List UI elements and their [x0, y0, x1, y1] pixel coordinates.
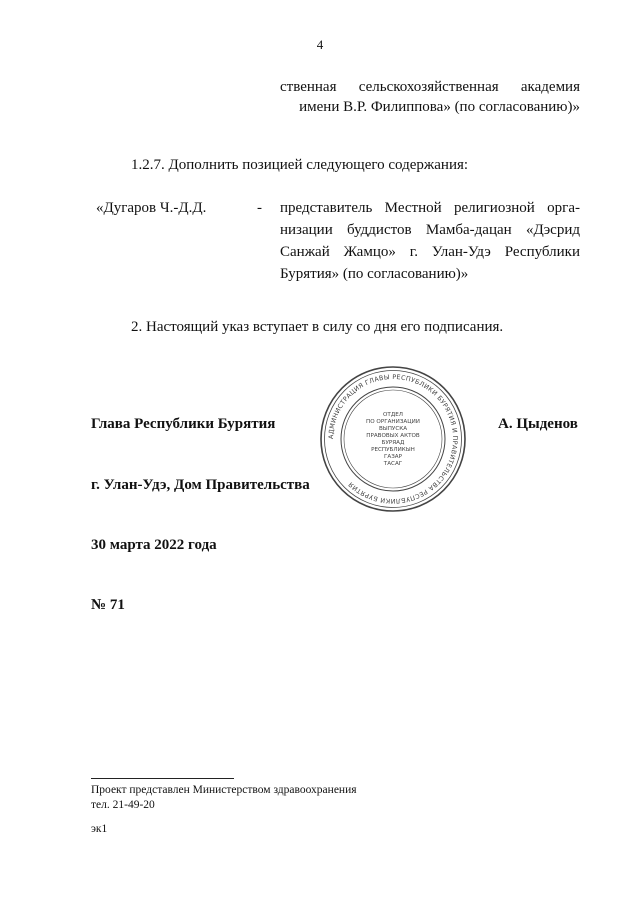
clause-1-2-7: 1.2.7. Дополнить позицией следующего содержания: [131, 157, 469, 173]
footnote-code: эк1 [91, 823, 108, 835]
seal-outer-text: АДМИНИСТРАЦИЯ ГЛАВЫ РЕСПУБЛИКИ БУРЯТИЯ И ПРАВИТЕЛЬСТВА РЕСПУБЛИКИ БУРЯТИЯ [326, 372, 460, 506]
seal-line-2: ПО ОРГАНИЗАЦИИ [366, 419, 420, 425]
seal-line-7: ГАЗАР [383, 454, 403, 460]
seal-line-1: ОТДЕЛ [383, 412, 403, 418]
footnote-draft-source: Проект представлен Министерством здравоохранения [91, 784, 357, 796]
seal-line-6: РЕСПУБЛИКЫН [371, 447, 415, 453]
signature-position: Глава Республики Бурятия [91, 416, 276, 432]
continued-line-1: ственная сельскохозяйственная академия [280, 79, 580, 95]
entry-line-2: низации буддистов Мамба-дацан «Дэсрид [280, 222, 580, 238]
signature-name: А. Цыденов [498, 416, 578, 432]
entry-line-1: представитель Местной религиозной орга- [280, 200, 580, 216]
continued-line-2: имени В.Р. Филиппова» (по согласованию)» [299, 99, 580, 115]
decree-date: 30 марта 2022 года [91, 537, 217, 553]
place-of-signing: г. Улан-Удэ, Дом Правительства [91, 477, 310, 493]
entry-line-3: Санжай Жамцо» г. Улан-Удэ Республики [280, 244, 580, 260]
seal-line-3: ВЫПУСКА [378, 426, 408, 432]
entry-line-4: Бурятия» (по согласованию)» [280, 266, 469, 282]
seal-line-8: ТАСАГ [383, 461, 403, 467]
seal-line-4: ПРАВОВЫХ АКТОВ [366, 433, 420, 439]
official-seal-stamp [318, 364, 468, 514]
footnote-divider [91, 778, 234, 779]
entry-name: «Дугаров Ч.-Д.Д. [96, 200, 207, 216]
decree-number: № 71 [91, 597, 125, 613]
footnote-phone: тел. 21-49-20 [91, 799, 155, 811]
page-number: 4 [316, 37, 324, 52]
entry-dash: - [257, 200, 262, 216]
clause-2: 2. Настоящий указ вступает в силу со дня его подписания. [131, 319, 504, 335]
seal-line-5: БУРЯАД [381, 440, 405, 446]
